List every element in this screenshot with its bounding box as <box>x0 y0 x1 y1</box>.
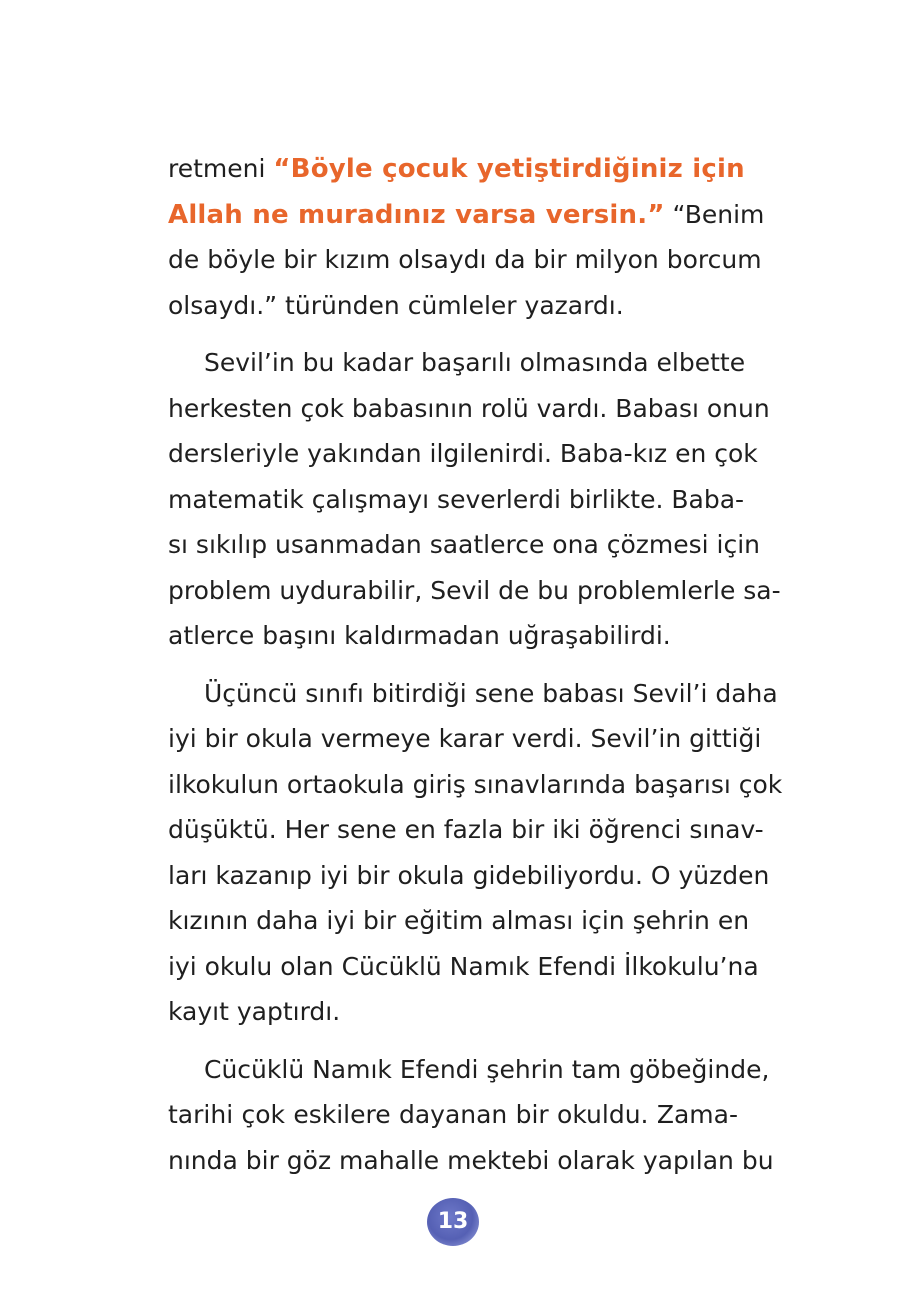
text-line: kızının daha iyi bir eğitim alması için şehrin en <box>168 906 750 935</box>
page-number-badge: 13 <box>427 1198 479 1246</box>
quote-highlight: “Böyle çocuk yetiştirdiğiniz için <box>273 154 745 184</box>
text-line: problem uydurabilir, Sevil de bu problemlerle sa- <box>168 575 781 605</box>
paragraph-gap <box>168 1035 738 1047</box>
text-line: Sevil’in bu kadar başarılı olmasında elbette <box>204 348 746 377</box>
paragraph-gap <box>168 328 738 340</box>
text-line: nında bir göz mahalle mektebi olarak yapılan bu <box>168 1145 774 1175</box>
text-segment: “Benim <box>664 199 765 229</box>
body-text <box>168 146 783 1183</box>
text-line: kayıt yaptırdı. <box>168 997 341 1026</box>
text-line: Üçüncü sınıfı bitirdiği sene babası Sevil’i daha <box>204 678 778 708</box>
paragraph-4 <box>168 1047 774 1184</box>
text-line: herkesten çok babasının rolü vardı. Babası onun <box>168 393 770 423</box>
text-line: matematik çalışmayı severlerdi birlikte. Baba- <box>168 484 745 514</box>
paragraph-3 <box>168 671 783 1035</box>
text-line: ilkokulun ortaokula giriş sınavlarında başarısı çok <box>168 769 783 799</box>
text-line: dersleriyle yakından ilgilenirdi. Baba-kız en çok <box>168 439 758 468</box>
text-line: Cücüklü Namık Efendi şehrin tam göbeğinde, <box>204 1054 770 1084</box>
paragraph-1 <box>168 146 765 328</box>
quote-highlight: Allah ne muradınız varsa versin.” <box>168 199 665 230</box>
paragraph-gap <box>168 659 738 671</box>
text-line <box>168 146 745 192</box>
text-line: tarihi çok eskilere dayanan bir okuldu. Zama- <box>168 1100 738 1129</box>
text-line: iyi okulu olan Cücüklü Namık Efendi İlkokulu’na <box>168 951 759 981</box>
text-line: olsaydı.” türünden cümleler yazardı. <box>168 290 624 320</box>
text-line: düşüktü. Her sene en fazla bir iki öğrenci sınav- <box>168 815 764 844</box>
text-line: de böyle bir kızım olsaydı da bir milyon borcum <box>168 245 762 274</box>
text-line: ları kazanıp iyi bir okula gidebiliyordu. O yüzden <box>168 860 770 890</box>
text-line: iyi bir okula vermeye karar verdi. Sevil’in gittiği <box>168 724 762 753</box>
paragraph-2 <box>168 340 781 659</box>
text-line: sı sıkılıp usanmadan saatlerce ona çözmesi için <box>168 530 761 559</box>
text-line <box>168 192 765 238</box>
text-segment: retmeni <box>168 154 274 183</box>
text-line: atlerce başını kaldırmadan uğraşabilirdi. <box>168 621 671 650</box>
